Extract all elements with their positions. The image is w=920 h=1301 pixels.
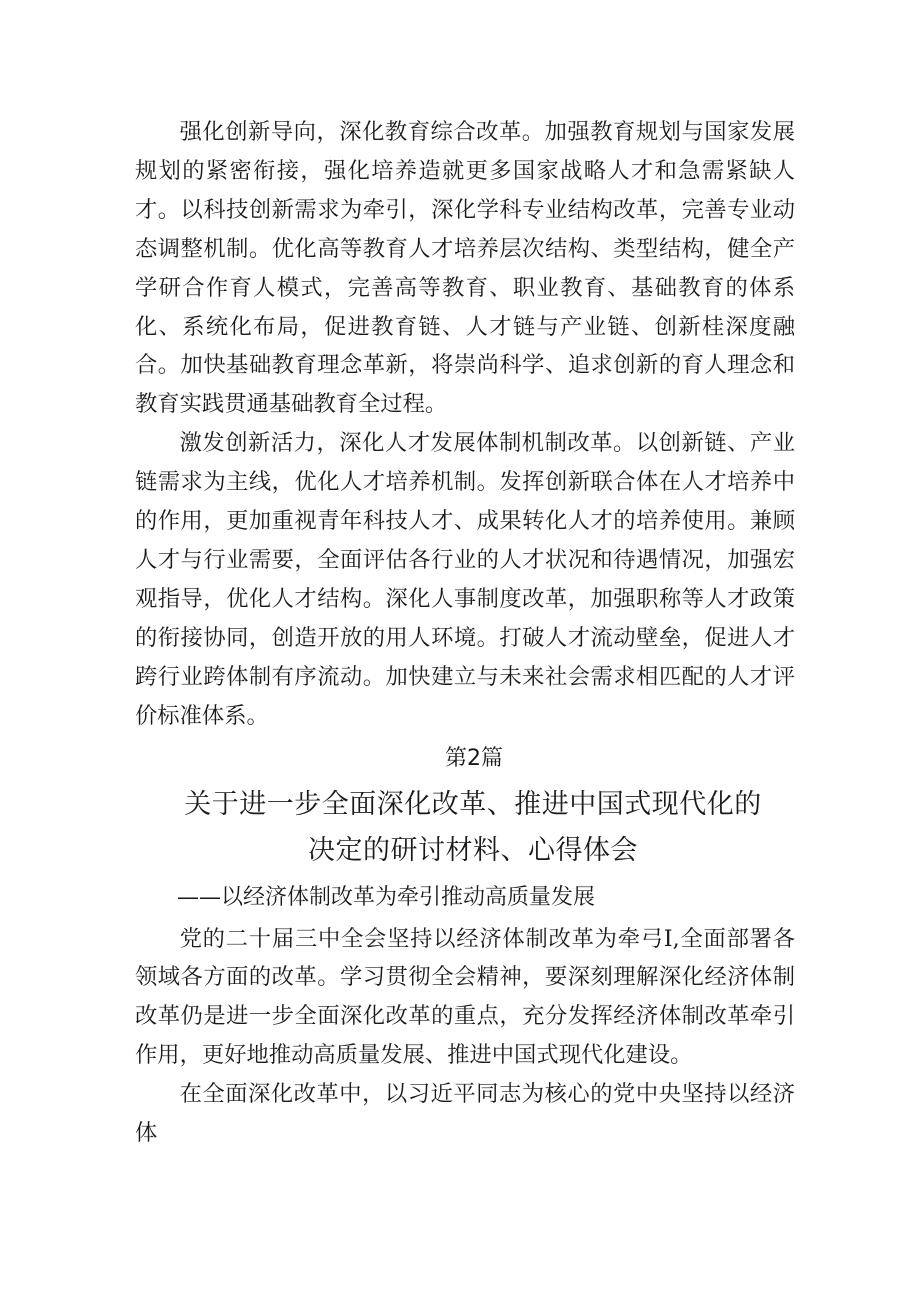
paragraph-plenum-intro: 党的二十届三中全会坚持以经济体制改革为牵弓I,全面部署各领域各方面的改革。学习贯彻全会精神，要深刻理解深化经济体制改革仍是进一步全面深化改革的重点，充分发挥经济体制改革牵引作用，更好地推动高质量发展、推进中国式现代化建设。	[135, 925, 795, 1069]
article-title	[135, 782, 795, 874]
paragraph-talent-reform: 激发创新活力，深化人才发展体制机制改革。以创新链、产业链需求为主线，优化人才培养机制。发挥创新联合体在人才培养中的作用，更加重视青年科技人才、成果转化人才的培养使用。兼顾人才与行业需要，全面评估各行业的人才状况和待遇情况，加强宏观指导，优化人才结构。深化人事制度改革，加强职称等人才政策的衔接协同，创造开放的用人环境。打破人才流动壁垒，促进人才跨行业跨体制有序流动。加快建立与未来社会需求相匹配的人才评价标准体系。	[135, 430, 795, 729]
article-title-line-2: 决定的研讨材料、心得体会	[308, 834, 638, 866]
paragraph-education-reform: 强化创新导向，深化教育综合改革。加强教育规划与国家发展规划的紧密衔接，强化培养造就更多国家战略人才和急需紧缺人才。以科技创新需求为牵引，深化学科专业结构改革，完善专业动态调整机制。优化高等教育人才培养层次结构、类型结构，健全产学研合作育人模式，完善高等教育、职业教育、基础教育的体系化、系统化布局，促进教育链、人才链与产业链、创新桂深度融合。加快基础教育理念革新，将崇尚科学、追求创新的育人理念和教育实践贯通基础教育全过程。	[135, 119, 795, 418]
chapter-label: 第2篇	[445, 745, 503, 771]
article-subtitle: ——以经济体制改革为牵引推动高质量发展	[177, 884, 596, 910]
document-body	[135, 113, 795, 1153]
article-title-line-1: 关于进一步全面深化改革、推进中国式现代化的	[184, 788, 762, 820]
paragraph-continued: 在全面深化改革中，以习近平同志为核心的党中央坚持以经济体	[135, 1081, 795, 1147]
